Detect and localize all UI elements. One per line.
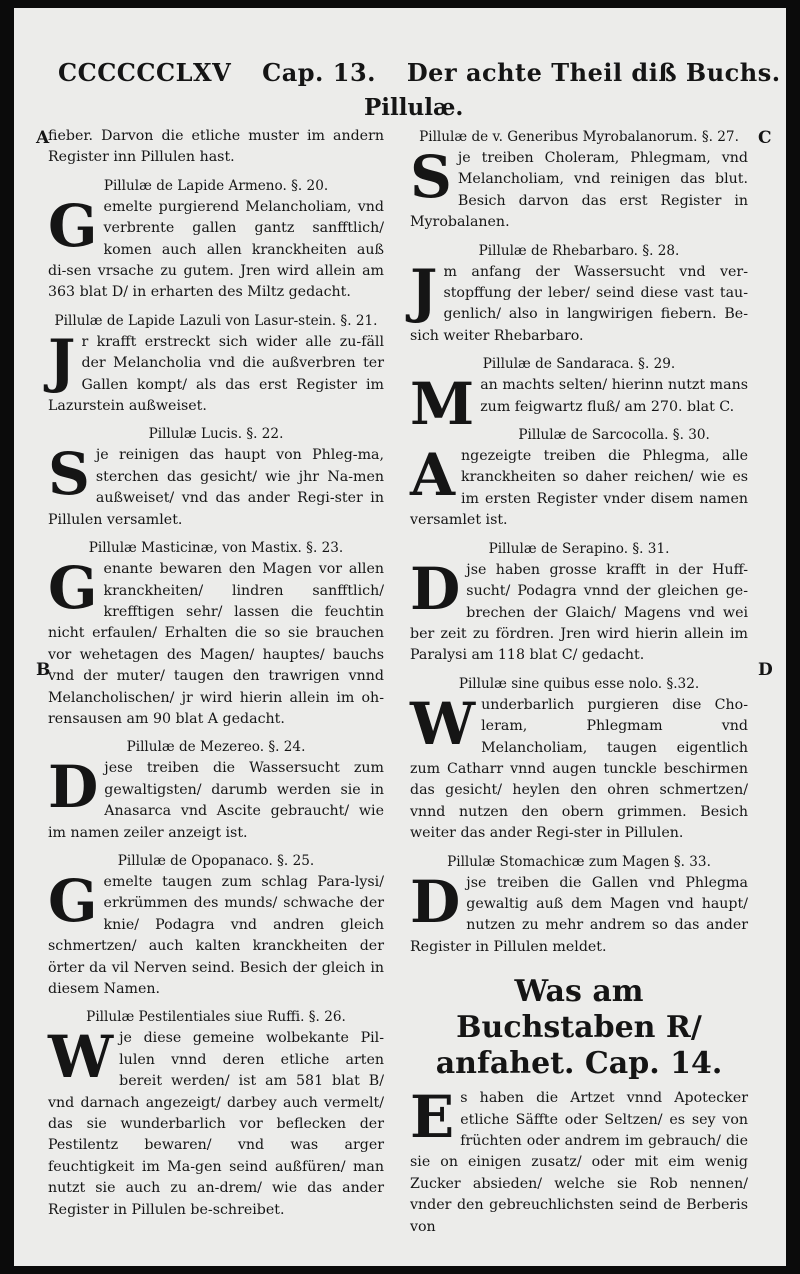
chapter-heading: Was am Buchstaben R/ anfahet. Cap. 14. [435, 974, 723, 1082]
left-column [48, 126, 384, 1227]
drop-capital: D [48, 753, 99, 822]
right-heading: Pillulæ sine quibus esse nolo. §.32. [458, 675, 700, 692]
left-paragraph [48, 440, 384, 531]
paragraph-text: je diese gemeine wolbekante Pil-lulen vnnd deren etliche arten bereit werden/ ist am 581 blat B/ vnd darnach angezeigt/ darbey auch vermelt/ das sie wunderbarlich vor beflecken der Pestilentz bewaren/ vnd was arger feuchtigkeit im Ma-gen seind außfüren/ man nutzt sie auch zu an-drem/ wie das ander Register in Pillulen be-schreibet. [48, 1030, 384, 1218]
paragraph-text: an machts selten/ hierinn nutzt mans zum feigwartz fluß/ am 270. blat C. [480, 377, 748, 415]
right-heading: Pillulæ de Sarcocolla. §. 30. [518, 427, 710, 444]
drop-capital: M [410, 370, 475, 439]
left-paragraph [48, 554, 384, 730]
right-heading: Pillulæ de Rhebarbaro. §. 28. [478, 242, 680, 259]
left-heading: Pillulæ de Lapide Armeno. §. 20. [103, 177, 329, 194]
spacer [410, 1238, 748, 1244]
paragraph-text: underbarlich purgieren dise Cho-leram, Phlegmam vnd Melancholiam, taugen eigentlich zum Catharr vnnd augen tunckle beschirmen das gesicht/ heylen den ohren schmertzen/ vnnd nutzen den obern grimmen. Besich weiter das ander Regi-ster in Pillulen. [410, 696, 748, 842]
left-paragraph [48, 866, 384, 1000]
right-column [410, 126, 748, 1244]
margin-letter-a: A [36, 128, 50, 148]
drop-capital: A [410, 441, 456, 510]
right-heading: Pillulæ de Sandaraca. §. 29. [482, 356, 676, 373]
right-paragraph [410, 143, 748, 234]
margin-letter-c: C [758, 128, 772, 148]
drop-capital: J [410, 256, 438, 325]
spacer [410, 958, 748, 964]
margin-letter-d: D [758, 660, 773, 680]
right-paragraph [410, 689, 748, 845]
drop-capital: S [410, 143, 452, 211]
drop-capital: D [410, 554, 461, 623]
drop-capital: W [410, 689, 476, 758]
page-number: CCCCCCLXV [58, 58, 232, 87]
book-page [14, 8, 786, 1266]
chapter-label: Cap. 13. [262, 58, 376, 87]
drop-capital: G [48, 866, 98, 935]
right-paragraph [410, 867, 748, 959]
left-heading: Pillulæ de Mezereo. §. 24. [126, 739, 306, 756]
paragraph-text: emelte taugen zum schlag Para-lysi/ erkrümmen des munds/ schwache der knie/ Podagra vnd andren gleich schmertzen/ auch kalten kranckheiten der örter da vil Nerven seind. Besich der gleich in diesem Namen. [48, 873, 384, 997]
page-header [58, 58, 781, 87]
paragraph-text: emelte purgierend Melancholiam, vnd verbrente gallen gantz sanfftlich/ komen auch allen kranckheiten auß di-sen vrsache zu gutem. Jren wird allein am 363 blat D/ in erharten des Miltz gedacht. [48, 198, 384, 301]
right-paragraph [410, 1083, 748, 1238]
paragraph-text: s haben die Artzet vnnd Apotecker etliche Säffte oder Seltzen/ es sey von früchten oder andrem im gebrauch/ die sie on einigen zusatz/ oder mit eim wenig Zucker absieden/ welche sie Rob nennen/ vnder den gebreuchlichsten seind de Berberis von [410, 1090, 748, 1235]
drop-capital: W [48, 1023, 114, 1092]
paragraph-text: fieber. Darvon die etliche muster im andern Register inn Pillulen hast. [48, 128, 384, 166]
right-heading: Pillulæ de Serapino. §. 31. [488, 540, 670, 557]
left-heading: Pillulæ Masticinæ, von Mastix. §. 23. [88, 540, 344, 557]
paragraph-text: jse treiben die Gallen vnd Phlegma gewaltig auß dem Magen vnd haupt/ nutzen zu mehr andrem so das ander Register in Pillulen meldet. [410, 874, 748, 955]
paragraph-text: m anfang der Wassersucht vnd ver-stopffung der leber/ seind diese vast tau-genlich/ also in langwirigen fiebern. Be-sich weiter Rhebarbaro. [410, 263, 748, 344]
left-heading: Pillulæ de Opopanaco. §. 25. [117, 852, 315, 869]
spacer [48, 1221, 384, 1227]
right-heading: Pillulæ de v. Generibus Myrobalanorum. §. 27. [419, 129, 739, 145]
drop-capital: G [48, 554, 98, 623]
left-heading: Pillulæ Lucis. §. 22. [148, 426, 284, 443]
paragraph-text: enante bewaren den Magen vor allen kranckheiten/ lindren sanfftlich/ krefftigen sehr/ lassen die feuchtin nicht erfaulen/ Erhalten die so sie brauchen vor wehetagen des Magen/ hauptes/ bauchs vnd der muter/ taugen den trawrigen vnnd Melancholischen/ jr wird hierin allein im oh-rensausen am 90 blat A gedacht. [48, 561, 384, 727]
paragraph-text: jese treiben die Wassersucht zum gewaltigsten/ darumb werden sie in Anasarca vnd Ascite gebraucht/ wie im namen zeiler anzeigt ist. [48, 760, 384, 841]
right-paragraph [410, 441, 748, 532]
margin-letter-b: B [36, 660, 51, 680]
running-title: Der achte Theil diß Buchs. [406, 58, 781, 87]
drop-capital: J [48, 326, 76, 395]
left-heading: Pillulæ Pestilentiales siue Ruffi. §. 26. [86, 1009, 346, 1026]
drop-capital: G [48, 191, 98, 260]
drop-capital: S [48, 440, 90, 509]
paragraph-text: je treiben Choleram, Phlegmam, vnd Melancholiam, vnd reinigen das blut. Besich darvon das erst Register in Myrobalanen. [410, 150, 748, 231]
paragraph-text: ngezeigte treiben die Phlegma, alle kranckheiten so daher reichen/ wie es im ersten Register vnder disem namen versamlet ist. [410, 448, 748, 529]
paragraph-text: je reinigen das haupt von Phleg-ma, sterchen das gesicht/ wie jhr Na-men außweiset/ vnd das ander Regi-ster in Pillulen versamlet. [48, 447, 384, 528]
right-paragraph [410, 554, 748, 667]
left-paragraph [48, 753, 384, 844]
paragraph-text: jse haben grosse krafft in der Huff-sucht/ Podagra vnnd der gleichen ge-brechen der Glaich/ Magens vnd wei ber zeit zu fördren. Jren wird hierin allein im Paralysi am 118 blat C/ gedacht. [410, 561, 748, 664]
section-title: Pillulæ. [364, 94, 464, 121]
left-paragraph [48, 191, 384, 304]
drop-capital: D [410, 867, 461, 936]
paragraph-text: r krafft erstreckt sich wider alle zu-fäll der Melancholia vnd die außverbren ter Gallen kompt/ als das erst Register im Lazurstein außweiset. [48, 333, 384, 415]
left-paragraph [48, 1023, 384, 1221]
left-heading: Pillulæ de Lapide Lazuli von Lasur-stein. §. 21. [54, 312, 378, 329]
right-paragraph [410, 256, 748, 348]
left-paragraph [48, 326, 384, 418]
left-paragraph [48, 126, 384, 169]
drop-capital: E [410, 1083, 455, 1152]
right-heading: Pillulæ Stomachicæ zum Magen §. 33. [447, 853, 711, 870]
